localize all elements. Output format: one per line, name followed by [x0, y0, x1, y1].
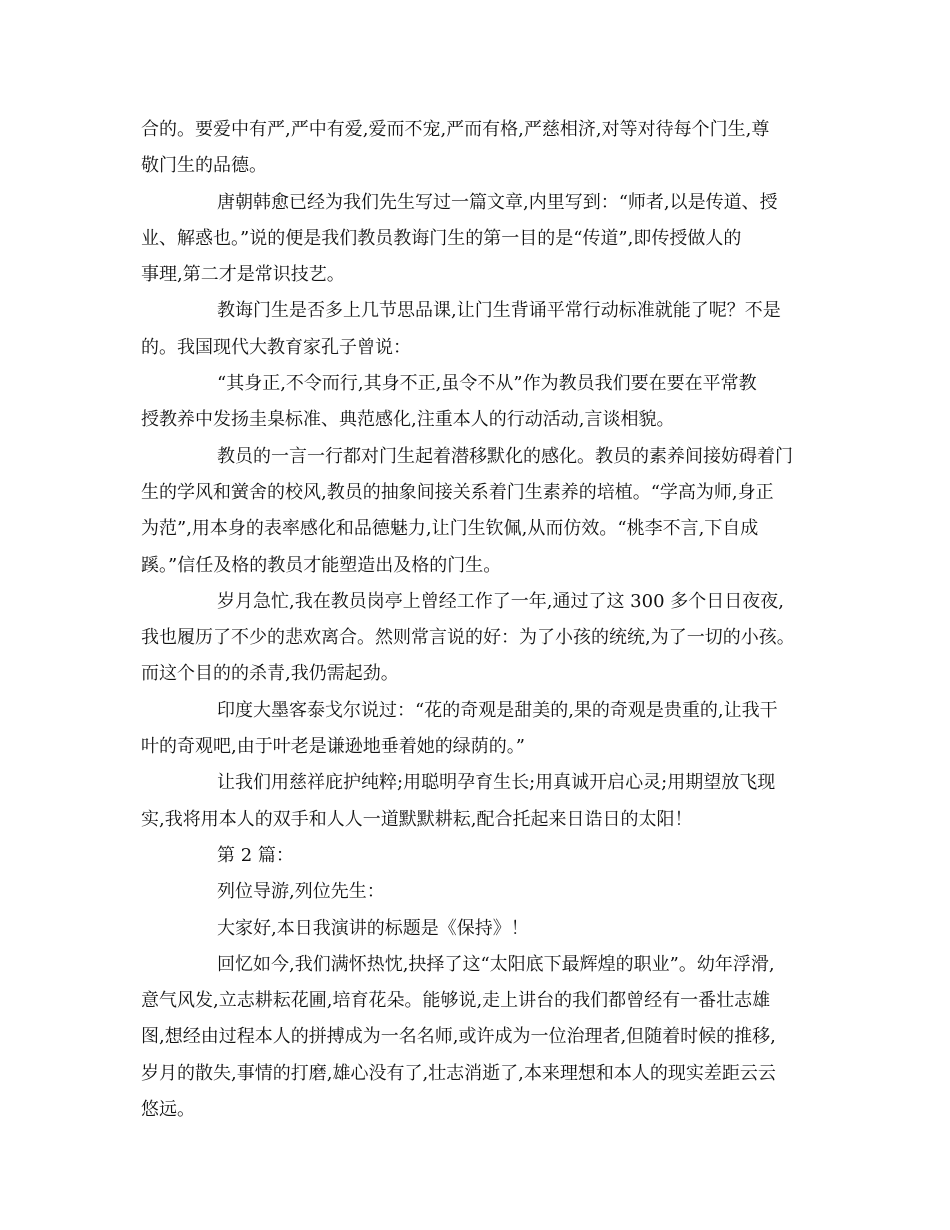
text-line: 事理,第二才是常识技艺。	[141, 264, 345, 286]
text-line: 让我们用慈祥庇护纯粹;用聪明孕育生长;用真诚开启心灵;用期望放飞现	[217, 772, 776, 794]
text-line: 教员的一言一行都对门生起着潜移默化的感化。教员的素养间接妨碍着门	[217, 445, 793, 467]
text-line: 敬门生的品德。	[141, 155, 267, 177]
text-line: 意气风发,立志耕耘花圃,培育花朵。能够说,走上讲台的我们都曾经有一番壮志雄	[141, 990, 771, 1012]
text-line: 大家好,本日我演讲的标题是《保持》！	[217, 917, 529, 939]
text-line: 图,想经由过程本人的拼搏成为一名名师,或许成为一位治理者,但随着时候的推移,	[141, 1026, 776, 1048]
text-line: 为范”,用本身的表率感化和品德魅力,让门生钦佩,从而仿效。“桃李不言,下自成	[141, 518, 759, 540]
text-line: 悠远。	[141, 1099, 195, 1121]
text-line: 蹊。”信任及格的教员才能塑造出及格的门生。	[141, 554, 502, 576]
text-line: 合的。要爱中有严,严中有爱,爱而不宠,严而有格,严慈相济,对等对待每个门生,尊	[141, 119, 770, 140]
text-line: 唐朝韩愈已经为我们先生写过一篇文章,内里写到：“师者,以是传道、授	[217, 191, 778, 213]
text-line: 列位导游,列位先生：	[217, 881, 385, 903]
document-body	[141, 112, 824, 1128]
text-line: 回忆如今,我们满怀热忱,抉择了这“太阳底下最辉煌的职业”。幼年浮滑,	[217, 953, 775, 975]
text-line: 岁月的散失,事情的打磨,雄心没有了,壮志消逝了,本来理想和本人的现实差距云云	[141, 1062, 776, 1084]
text-line: 实,我将用本人的双手和人人一道默默耕耘,配合托起来日诰日的太阳！	[141, 808, 693, 830]
text-line: 的。我国现代大教育家孔子曾说：	[141, 336, 411, 358]
text-line: 教诲门生是否多上几节思品课,让门生背诵平常行动标准就能了呢？不是	[217, 300, 781, 322]
text-line: 业、解惑也。”说的便是我们教员教诲门生的第一目的是“传道”,即传授做人的	[141, 227, 742, 249]
text-line: 授教养中发扬圭臬标准、典范感化,注重本人的行动活动,言谈相貌。	[141, 409, 675, 431]
text-line: 印度大墨客泰戈尔说过：“花的奇观是甜美的,果的奇观是贵重的,让我干	[217, 699, 778, 721]
text-line: “其身正,不令而行,其身不正,虽令不从”作为教员我们要在要在平常教	[217, 373, 757, 395]
text-line: 生的学风和黉舍的校风,教员的抽象间接关系着门生素养的培植。“学高为师,身正	[141, 481, 774, 503]
text-line: 岁月急忙,我在教员岗亭上曾经工作了一年,通过了这 300 多个日日夜夜,	[217, 590, 784, 612]
text-line: 而这个目的的杀青,我仍需起劲。	[141, 663, 399, 685]
text-line: 第 2 篇：	[217, 844, 294, 866]
text-line: 叶的奇观吧,由于叶老是谦逊地垂着她的绿荫的。”	[141, 736, 525, 758]
text-line: 我也履历了不少的悲欢离合。然则常言说的好：为了小孩的统统,为了一切的小孩。	[141, 627, 795, 649]
